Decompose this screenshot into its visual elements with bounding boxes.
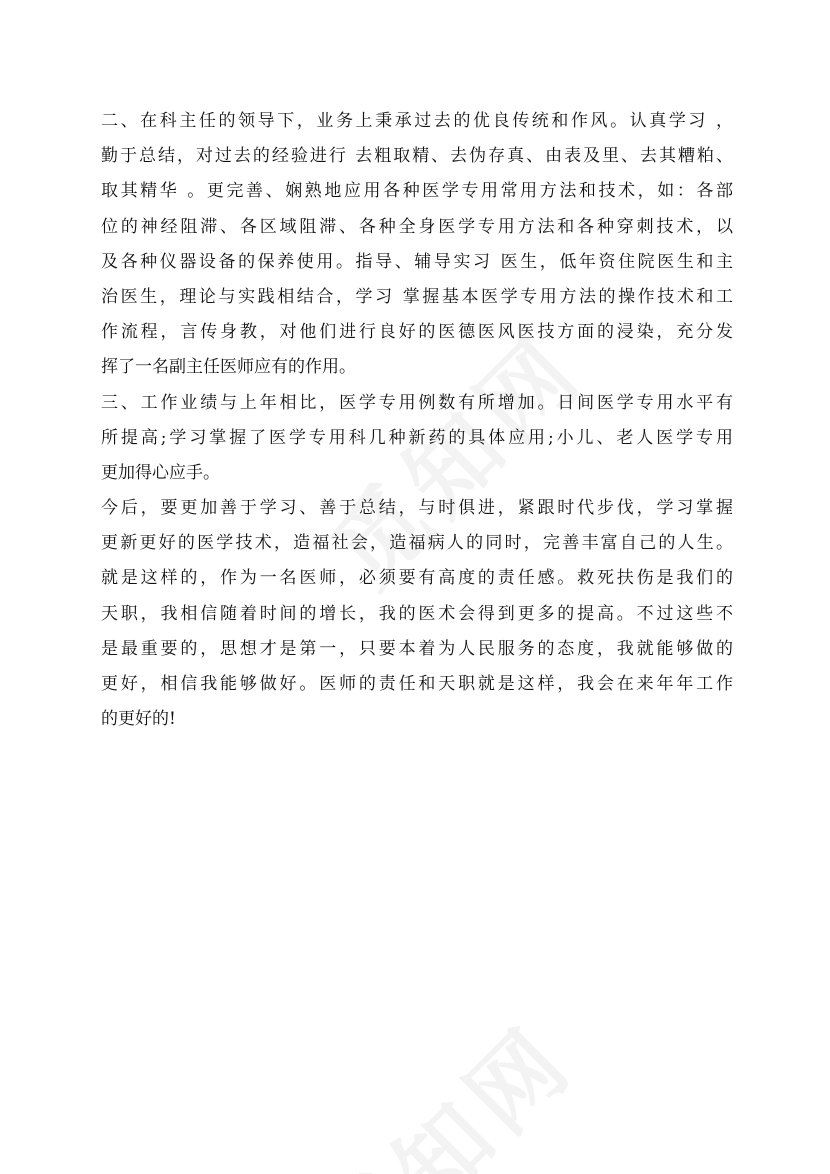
text-line: 更加得心应手。 <box>101 462 220 483</box>
text-line: 治医生，理论与实践相结合，学习 掌握基本医学专用方法的操作技术和工 <box>101 286 733 307</box>
text-line: 今后，要更加善于学习、善于总结，与时俱进，紧跟时代步伐，学习掌握 <box>101 498 733 519</box>
text-line: 就是这样的，作为一名医师，必须要有高度的责任感。救死扶伤是我们的 <box>101 568 733 589</box>
document-body <box>101 104 733 737</box>
text-line: 取其精华 。更完善、娴熟地应用各种医学专用常用方法和技术，如：各部 <box>101 181 733 202</box>
text-line: 挥了一名副主任医师应有的作用。 <box>101 357 356 378</box>
text-line: 更新更好的医学技术，造福社会，造福病人的同时，完善丰富自己的人生。 <box>101 533 733 554</box>
text-line: 位的神经阻滞、各区域阻滞、各种全身医学专用方法和各种穿刺技术，以 <box>101 216 733 237</box>
text-line: 是最重要的，思想才是第一，只要本着为人民服务的态度，我就能够做的 <box>101 638 733 659</box>
text-line: 二、在科主任的领导下，业务上秉承过去的优良传统和作风。认真学习 ， <box>101 111 733 131</box>
text-line: 更好，相信我能够做好。医师的责任和天职就是这样，我会在来年年工作 <box>101 674 733 694</box>
paragraph-section-two <box>101 104 733 386</box>
watermark-lower <box>288 991 598 1174</box>
text-line: 的更好的! <box>101 709 176 730</box>
text-line: 勤于总结，对过去的经验进行 去粗取精、去伪存真、由表及里、去其糟粕、 <box>101 146 733 167</box>
text-line: 三、工作业绩与上年相比，医学专用例数有所增加。日间医学专用水平有 <box>101 392 733 413</box>
text-line: 所提高;学习掌握了医学专用科几种新药的具体应用;小儿、老人医学专用 <box>101 427 733 448</box>
text-line: 作流程，言传身教，对他们进行良好的医德医风医技方面的浸染，充分发 <box>101 322 733 343</box>
text-line: 及各种仪器设备的保养使用。指导、辅导实习 医生，低年资住院医生和主 <box>101 251 733 272</box>
paragraph-section-three <box>101 386 733 492</box>
paragraph-closing <box>101 491 733 737</box>
text-line: 天职，我相信随着时间的增长，我的医术会得到更多的提高。不过这些不 <box>101 603 733 624</box>
